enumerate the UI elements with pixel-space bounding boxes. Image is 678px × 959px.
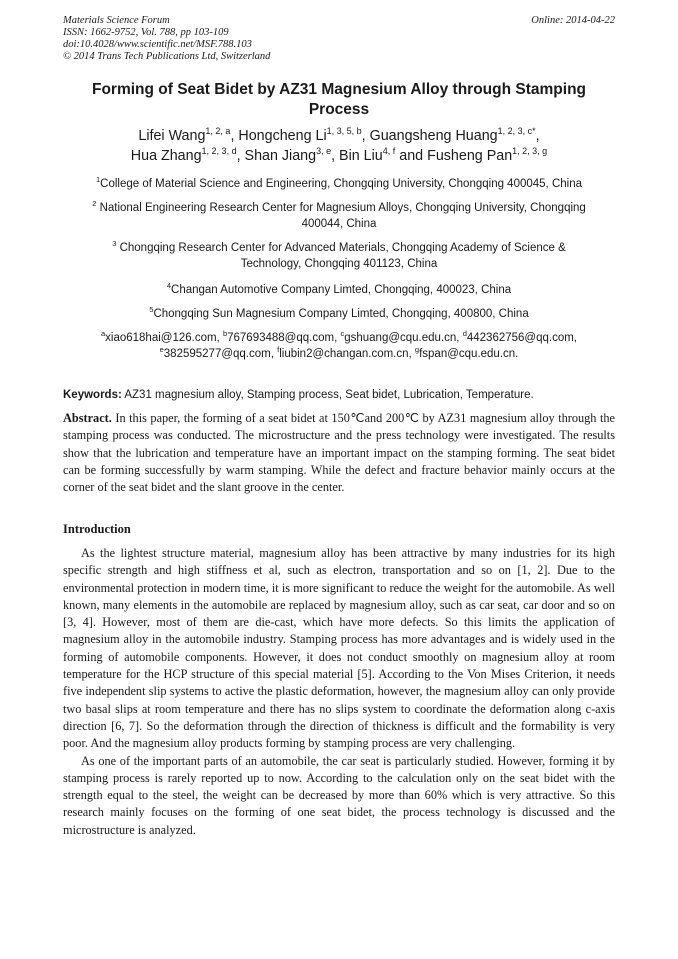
author-separator: , — [230, 128, 239, 144]
author-name: Shan Jiang — [244, 148, 317, 164]
author-name: Hongcheng Li — [238, 128, 327, 144]
email-marker: c — [340, 329, 345, 339]
introduction-body — [63, 545, 615, 839]
email-address[interactable]: liubin2@changan.com.cn, — [279, 348, 415, 360]
email-marker: e — [159, 345, 164, 355]
author-name: Bin Liu — [339, 148, 383, 164]
email-marker: b — [222, 329, 228, 339]
author-name: Lifei Wang — [138, 128, 206, 144]
author-affiliation-marker: 1, 2, a — [205, 126, 231, 137]
author-affiliation-marker: 3, e — [316, 146, 332, 157]
affiliation-marker: 1 — [96, 175, 101, 185]
email-marker: a — [100, 329, 106, 339]
email-list — [63, 330, 615, 362]
paragraph: As one of the important parts of an automobile, the car seat is particularly studied. However, forming it by stamping process is rarely reported up to now. According to the calculation only on the seat bidet with the strength equal to the steel, the weight can be decreased by more than 60% which is very attractive. So this research mainly focuses on the forming of one seat bidet, the process technology is discussed and the microstructure is analyzed. — [63, 753, 615, 837]
affiliation-5 — [63, 306, 615, 322]
author-separator: , — [236, 148, 245, 164]
affiliation-1 — [63, 176, 615, 192]
keywords-text: AZ31 magnesium alloy, Stamping process, Seat bidet, Lubrication, Temperature. — [124, 389, 534, 401]
journal-name: Materials Science Forum — [63, 15, 170, 26]
abstract — [63, 410, 615, 496]
author-affiliation-marker: 1, 2, 3, c* — [497, 126, 536, 137]
affiliation-4 — [63, 282, 615, 298]
email-address[interactable]: fspan@cqu.edu.cn. — [419, 348, 519, 360]
author-name: Hua Zhang — [130, 148, 202, 164]
email-address[interactable]: 382595277@qq.com, — [163, 348, 278, 360]
affiliation-2 — [63, 200, 615, 232]
author-affiliation-marker: 1, 3, 5, b — [326, 126, 362, 137]
affiliation-marker: 4 — [166, 281, 172, 291]
section-heading-introduction: Introduction — [63, 522, 131, 536]
copyright-line: © 2014 Trans Tech Publications Ltd, Switzerland — [63, 51, 271, 62]
email-address[interactable]: xiao618hai@126.com, — [105, 332, 223, 344]
affiliation-marker: 5 — [149, 305, 154, 315]
email-marker: g — [414, 345, 420, 355]
doi-line[interactable]: doi:10.4028/www.scientific.net/MSF.788.103 — [63, 39, 252, 50]
email-marker: f — [277, 345, 280, 355]
affiliation-marker: 3 — [112, 239, 117, 249]
issn-line: ISSN: 1662-9752, Vol. 788, pp 103-109 — [63, 27, 229, 38]
author-affiliation-marker: 1, 2, 3, d — [201, 146, 237, 157]
author-separator: , — [331, 148, 340, 164]
email-marker: d — [462, 329, 467, 339]
email-address[interactable]: 767693488@qq.com, — [227, 332, 341, 344]
email-address[interactable]: 442362756@qq.com, — [466, 332, 578, 344]
author-separator: , — [535, 128, 540, 144]
author-name: Fusheng Pan — [427, 148, 513, 164]
affiliation-text: Chongqing Sun Magnesium Company Limted, Chongqing, 400800, China — [153, 308, 529, 320]
author-affiliation-marker: 4, f — [382, 146, 396, 157]
author-affiliation-marker: 1, 2, 3, g — [512, 146, 548, 157]
paper-title: Forming of Seat Bidet by AZ31 Magnesium Alloy through Stamping Process — [91, 81, 587, 118]
affiliation-marker: 2 — [92, 199, 97, 209]
affiliation-text: Changan Automotive Company Limted, Chongqing, 400023, China — [171, 284, 512, 296]
affiliation-text: Chongqing Research Center for Advanced Materials, Chongqing Academy of Science & Technology, Chongqing 401123, China — [119, 242, 566, 270]
email-address[interactable]: gshuang@cqu.edu.cn, — [344, 332, 463, 344]
author-name: Guangsheng Huang — [369, 128, 498, 144]
author-separator: and — [395, 148, 428, 164]
author-list — [63, 126, 615, 166]
author-separator: , — [361, 128, 370, 144]
affiliation-text: National Engineering Research Center for Magnesium Alloys, Chongqing University, Chongqing 400044, China — [99, 202, 586, 230]
keywords — [63, 388, 615, 403]
abstract-label: Abstract. — [63, 411, 112, 425]
keywords-label: Keywords: — [63, 389, 122, 401]
online-date: Online: 2014-04-22 — [531, 15, 615, 26]
affiliation-text: College of Material Science and Engineering, Chongqing University, Chongqing 400045, China — [100, 178, 582, 190]
abstract-text: In this paper, the forming of a seat bidet at 150℃and 200℃ by AZ31 magnesium alloy through the stamping process was conducted. The microstructure and the press technology were investigated. The results show that the lubrication and temperature have an important impact on the stamping forming. The seat bidet can be forming successfully by warm stamping. While the defect and fracture behavior mainly occurs at the corner of the seat bidet and the slant groove in the center. — [63, 411, 615, 495]
affiliation-3 — [63, 240, 615, 272]
paragraph: As the lightest structure material, magnesium alloy has been attractive by many industries for its high specific strength and high stiffness et al, such as electron, transportation and so on [1, 2]. Due to the environmental protection in modern time, it is more significant to reduce the weight for the automobile. As well known, many elements in the automobile are replaced by magnesium alloy, such as car seat, car door and so on [3, 4]. However, most of them are die-cast, which have more defects. So this limits the application of magnesium alloy in the automobile industry. Stamping process has more advantages and is widely used in the forming of automobile components. However, it does not conduct smoothly on magnesium alloy at room temperature for the HCP structure of this special material [5]. According to the Von Mises Criterion, it needs five independent slip systems to active the plastic deformation, however, the magnesium alloy can only provide two basal slips at room temperature and there has no slips system to coordinate the deformation along c-axis direction [6, 7]. So the deformation through the direction of thickness is difficult and the formability is very poor. And the magnesium alloy products forming by stamping process are very challenging. — [63, 546, 615, 751]
journal-header — [63, 15, 270, 63]
